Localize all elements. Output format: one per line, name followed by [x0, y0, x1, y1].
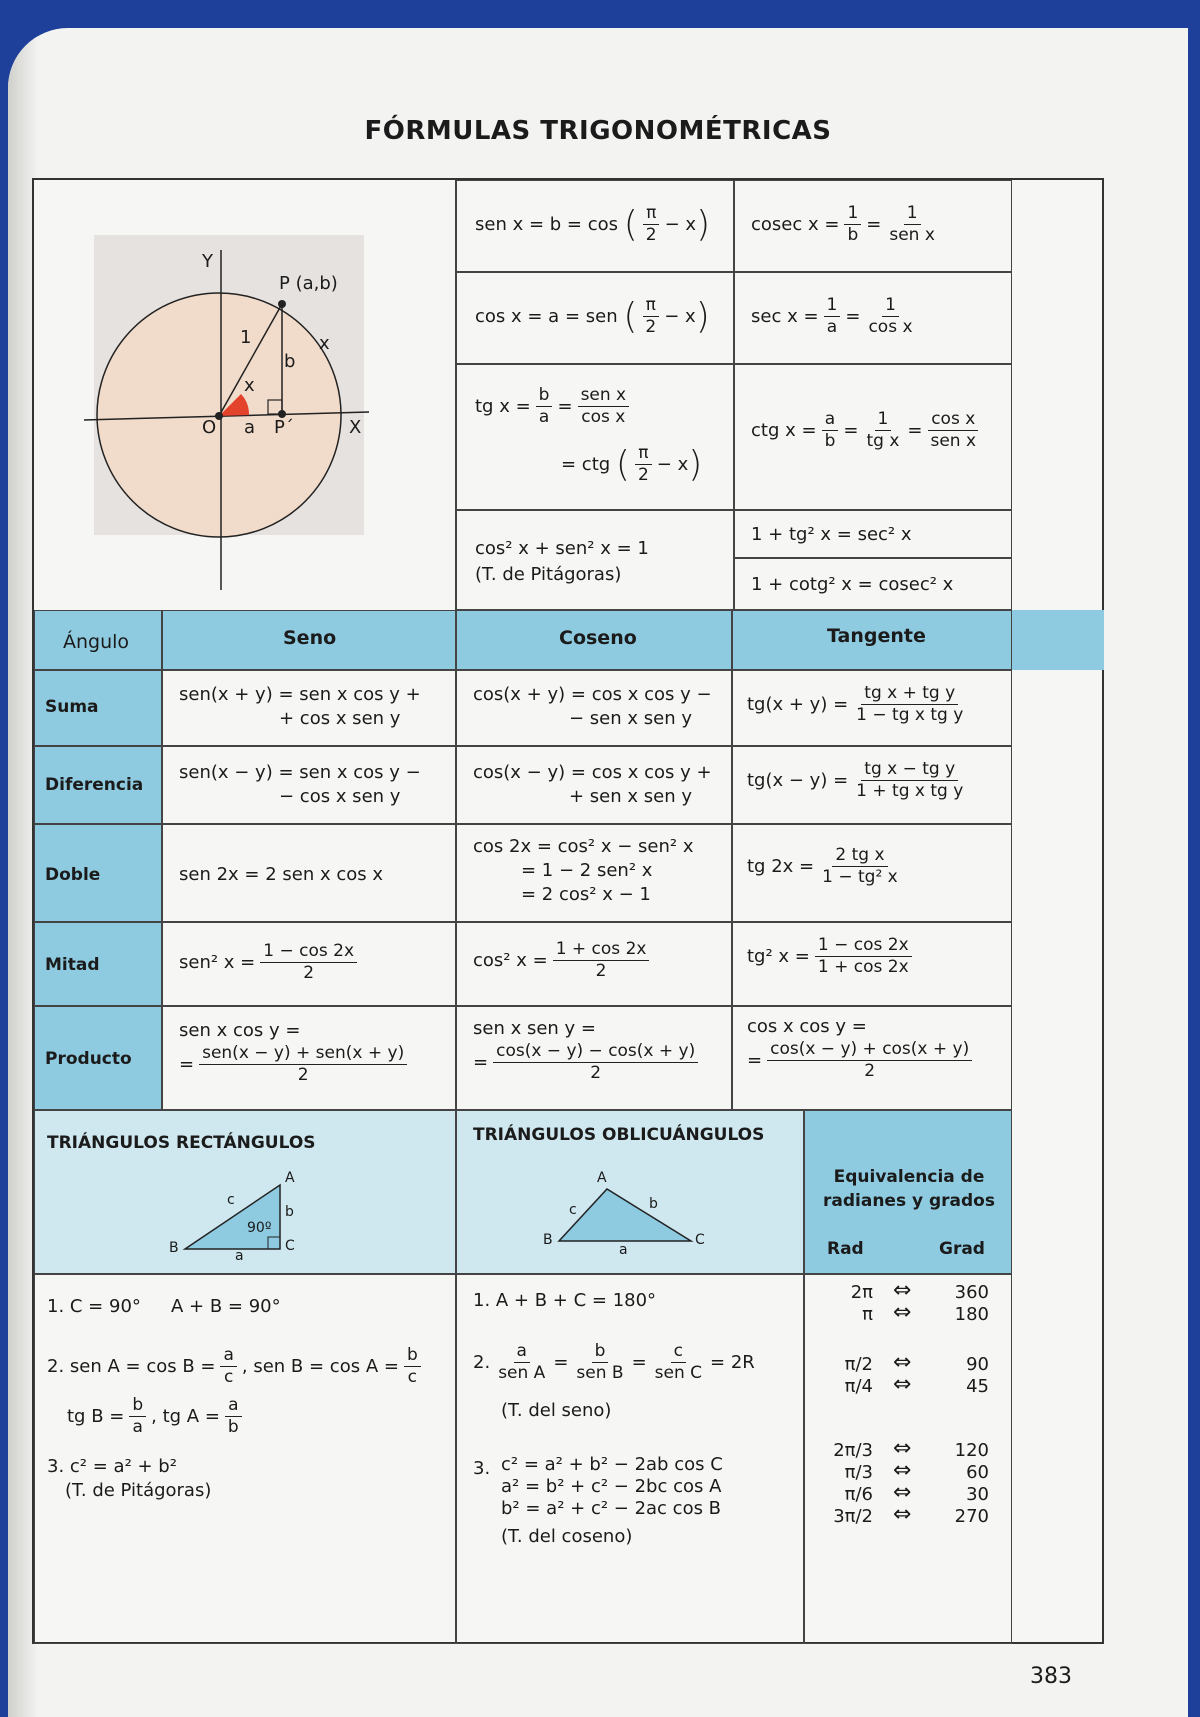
equivalence-header — [804, 1110, 1012, 1274]
oblique-triangle-header: TRIÁNGULOS OBLICUÁNGULOS A B C c b a — [456, 1110, 804, 1274]
suma-coseno-line2: − sen x sen y — [569, 708, 692, 729]
prod-tangente-line1: cos x cos y = — [747, 1016, 867, 1037]
sen-definition: sen x = b = cos ( $\frac{\pi}{2}$ − x) — [475, 203, 711, 246]
row-label-diferencia: Diferencia — [34, 746, 162, 824]
tangente-header: Tangente — [827, 625, 926, 647]
oblique-formula-2: 2. $\frac{a}{\text{sen A}}$ = $\frac{b}{\text{sen B}}$ = $\frac{c}{\text{sen C}}$ = 2R — [473, 1341, 755, 1384]
page-title: FÓRMULAS TRIGONOMÉTRICAS — [364, 116, 832, 146]
degree-value: 60 — [966, 1462, 989, 1483]
dif-tangente-formula: tg(x − y) = $\frac{\text{tg x − tg y}}{\text{1 + tg x tg y}}$ — [747, 759, 964, 802]
mitad-coseno-formula: cos² x = $\frac{1 + \cos 2x}{2}$ — [473, 939, 654, 983]
rad-header: Rad — [827, 1239, 864, 1259]
origin-label: O — [202, 417, 217, 438]
coseno-header-cell — [456, 610, 732, 670]
cosine-law-line3: b² = a² + c² − 2ac cos B — [501, 1498, 722, 1519]
mitad-tangente-cell — [732, 922, 1012, 1006]
degree-value: 360 — [954, 1282, 989, 1303]
prod-coseno-formula: = $\frac{\cos(x - y) - \cos(x + y)}{2}$ — [473, 1041, 703, 1085]
point-p-label: P (a,b) — [279, 273, 338, 294]
row-label-doble: Doble — [34, 824, 162, 922]
dif-coseno-cell — [456, 746, 732, 824]
right-triangle-diagram — [35, 1111, 457, 1275]
oblique-triangle-formulas: 1. A + B + C = 180° 2. $\frac{a}{\text{sen A}}$ = $\frac{b}{\text{sen B}}$ = $\frac{c}{\text{sen C}}$ = 2R (T. del seno) 3. c² = a² + b² − 2ab cos C a² = b² + c² − 2bc cos A b² = a² + c² − 2ac cos B (T. del coseno) — [456, 1274, 804, 1644]
cos-definition: cos x = a = sen ( $\frac{\pi}{2}$ − x) — [475, 295, 710, 338]
suma-coseno-line1: cos(x + y) = cos x cos y − — [473, 684, 712, 705]
mitad-seno-cell — [162, 922, 456, 1006]
dif-coseno-line1: cos(x − y) = cos x cos y + — [473, 762, 712, 783]
oblique-formula-1: 1. A + B + C = 180° — [473, 1290, 657, 1311]
formula-sheet — [32, 178, 1104, 1644]
equivalence-row — [805, 1502, 1013, 1527]
prod-tangente-formula: = $\frac{\cos(x - y) + \cos(x + y)}{2}$ — [747, 1039, 977, 1083]
prod-coseno-cell — [456, 1006, 732, 1110]
doble-coseno-line2: = 1 − 2 sen² x — [521, 860, 653, 881]
mitad-coseno-cell — [456, 922, 732, 1006]
equivalence-title-line1: Equivalencia de — [833, 1167, 985, 1187]
pythagoras-identity-note: (T. de Pitágoras) — [475, 564, 622, 585]
equivalence-row — [805, 1372, 1013, 1397]
angle-x-label: x — [244, 375, 255, 396]
pythagoras-identity: cos² x + sen² x = 1 — [475, 538, 649, 559]
doble-tangente-formula: tg 2x = $\frac{\text{2 tg x}}{\text{1 − tg² x}}$ — [747, 845, 898, 888]
equivalence-arrow-icon: ⇔ — [893, 1458, 912, 1483]
rect-formula-2-tg: tg B = $\frac{b}{a}$ , tg A = $\frac{a}{b}$ — [67, 1395, 247, 1439]
equivalence-arrow-icon: ⇔ — [893, 1300, 912, 1325]
seno-header: Seno — [283, 627, 337, 649]
cosec-definition-cell — [734, 180, 1012, 272]
oblique-triangle-diagram — [457, 1111, 805, 1275]
point-p-prime-label: P´ — [274, 417, 294, 438]
tg-sec-identity: 1 + tg² x = sec² x — [751, 524, 912, 545]
unit-circle-panel — [34, 180, 456, 610]
equivalence-row — [805, 1300, 1013, 1325]
radian-value: 2π/3 — [833, 1440, 873, 1461]
dif-coseno-line2: + sen x sen y — [569, 786, 692, 807]
dif-tangente-cell — [732, 746, 1012, 824]
equivalence-arrow-icon: ⇔ — [893, 1350, 912, 1375]
radian-value: π/3 — [844, 1462, 873, 1483]
mitad-tangente-formula: tg² x = $\frac{1 - \cos 2x}{1 + \cos 2x}$ — [747, 935, 917, 979]
angulo-header-cell — [34, 610, 162, 670]
dif-seno-cell — [162, 746, 456, 824]
ctg-definition: ctg x = $\frac{a}{b}$ = $\frac{1}{\text{tg x}}$ = $\frac{\text{cos x}}{\text{sen x}}$ — [751, 409, 984, 453]
degree-value: 270 — [954, 1506, 989, 1527]
cotg-cosec-identity: 1 + cotg² x = cosec² x — [751, 574, 954, 595]
radian-value: 2π — [850, 1282, 873, 1303]
degree-value: 45 — [966, 1376, 989, 1397]
pythagoras-identity-cell — [456, 510, 734, 610]
radian-value: π — [862, 1304, 873, 1325]
doble-coseno-line3: = 2 cos² x − 1 — [521, 884, 651, 905]
cotg-cosec-identity-cell — [734, 558, 1012, 610]
suma-seno-line1: sen(x + y) = sen x cos y + — [179, 684, 421, 705]
rect-triangle-header: TRIÁNGULOS RECTÁNGULOS A B C c b a 90º — [34, 1110, 456, 1274]
coseno-header: Coseno — [559, 627, 637, 649]
y-axis-label: Y — [202, 251, 213, 272]
dif-seno-line1: sen(x − y) = sen x cos y − — [179, 762, 421, 783]
row-label-suma: Suma — [34, 670, 162, 746]
cosine-law-line2: a² = b² + c² − 2bc cos A — [501, 1476, 722, 1497]
prod-coseno-line1: sen x sen y = — [473, 1018, 596, 1039]
suma-coseno-cell — [456, 670, 732, 746]
radian-value: π/6 — [844, 1484, 873, 1505]
equivalence-arrow-icon: ⇔ — [893, 1278, 912, 1303]
sen-definition-cell — [456, 180, 734, 272]
suma-seno-cell — [162, 670, 456, 746]
suma-seno-line2: + cos x sen y — [279, 708, 401, 729]
radian-value: π/2 — [844, 1354, 873, 1375]
degree-value: 90 — [966, 1354, 989, 1375]
row-label-mitad: Mitad — [34, 922, 162, 1006]
sec-definition: sec x = $\frac{1}{a}$ = $\frac{1}{\text{cos x}}$ — [751, 295, 913, 338]
angulo-header: Ángulo — [63, 631, 130, 653]
doble-seno-cell — [162, 824, 456, 922]
dif-seno-line2: − cos x sen y — [279, 786, 401, 807]
degree-value: 30 — [966, 1484, 989, 1505]
tg-definition-cell — [456, 364, 734, 510]
suma-tangente-cell — [732, 670, 1012, 746]
radius-label: 1 — [240, 327, 252, 348]
doble-tangente-cell — [732, 824, 1012, 922]
textbook-page — [8, 28, 1188, 1717]
radian-value: 3π/2 — [833, 1506, 873, 1527]
ctg-definition-cell — [734, 364, 1012, 510]
prod-seno-line1: sen x cos y = — [179, 1020, 301, 1041]
prod-seno-formula: = $\frac{\text{sen(x − y) + sen(x + y)}}{2}$ — [179, 1043, 412, 1087]
tg-sec-identity-cell — [734, 510, 1012, 558]
seno-header-cell — [162, 610, 456, 670]
degree-value: 180 — [954, 1304, 989, 1325]
mitad-seno-formula: sen² x = $\frac{1 - \cos 2x}{2}$ — [179, 941, 362, 985]
doble-coseno-cell — [456, 824, 732, 922]
doble-coseno-line1: cos 2x = cos² x − sen² x — [473, 836, 694, 857]
equivalence-arrow-icon: ⇔ — [893, 1372, 912, 1397]
rect-triangle-formulas: 1. C = 90° A + B = 90° 2. sen A = cos B = $\frac{a}{c}$ , sen B = cos A = $\frac{b}{c}$ tg B = $\frac{b}{a}$ , tg A = $\frac{a}{b}$ 3. c² = a² + b² (T. de Pitágoras) — [34, 1274, 456, 1644]
equivalence-arrow-icon: ⇔ — [893, 1480, 912, 1505]
x-axis-label: X — [349, 417, 362, 438]
prod-seno-cell — [162, 1006, 456, 1110]
cos-definition-cell — [456, 272, 734, 364]
doble-seno-formula: sen 2x = 2 sen x cos x — [179, 864, 384, 885]
equivalence-title-line2: radianes y grados — [823, 1191, 995, 1211]
prod-tangente-cell — [732, 1006, 1012, 1110]
rect-formula-2: 2. sen A = cos B = $\frac{a}{c}$ , sen B = cos A = $\frac{b}{c}$ — [47, 1345, 426, 1389]
tg-ctg-relation: = ctg ( $\frac{\pi}{2}$ − x) — [561, 443, 703, 486]
oblique-triangle-title: TRIÁNGULOS OBLICUÁNGULOS — [473, 1125, 765, 1145]
equivalence-arrow-icon: ⇔ — [893, 1502, 912, 1527]
tangente-header-cell — [732, 610, 1012, 670]
suma-tangente-formula: tg(x + y) = $\frac{\text{tg x + tg y}}{\text{1 − tg x tg y}}$ — [747, 683, 964, 726]
side-a-label: a — [244, 417, 256, 438]
cosine-law-line1: c² = a² + b² − 2ab cos C — [501, 1454, 723, 1475]
cosec-definition: cosec x = $\frac{1}{b}$ = $\frac{1}{\text{sen x}}$ — [751, 203, 935, 246]
arc-x-label: x — [319, 333, 330, 354]
rect-formula-3: 3. c² = a² + b² — [47, 1456, 177, 1477]
equivalence-table — [804, 1274, 1012, 1644]
tg-definition: tg x = $\frac{b}{a}$ = $\frac{\text{sen x}}{\text{cos x}}$ — [475, 385, 634, 429]
page-number: 383 — [1030, 1664, 1072, 1689]
row-label-producto: Producto — [34, 1006, 162, 1110]
radian-value: π/4 — [844, 1376, 873, 1397]
degree-value: 120 — [954, 1440, 989, 1461]
equivalence-arrow-icon: ⇔ — [893, 1436, 912, 1461]
grad-header: Grad — [939, 1239, 985, 1259]
rect-triangle-title: TRIÁNGULOS RECTÁNGULOS — [47, 1133, 316, 1153]
sec-definition-cell — [734, 272, 1012, 364]
side-b-label: b — [284, 351, 296, 372]
